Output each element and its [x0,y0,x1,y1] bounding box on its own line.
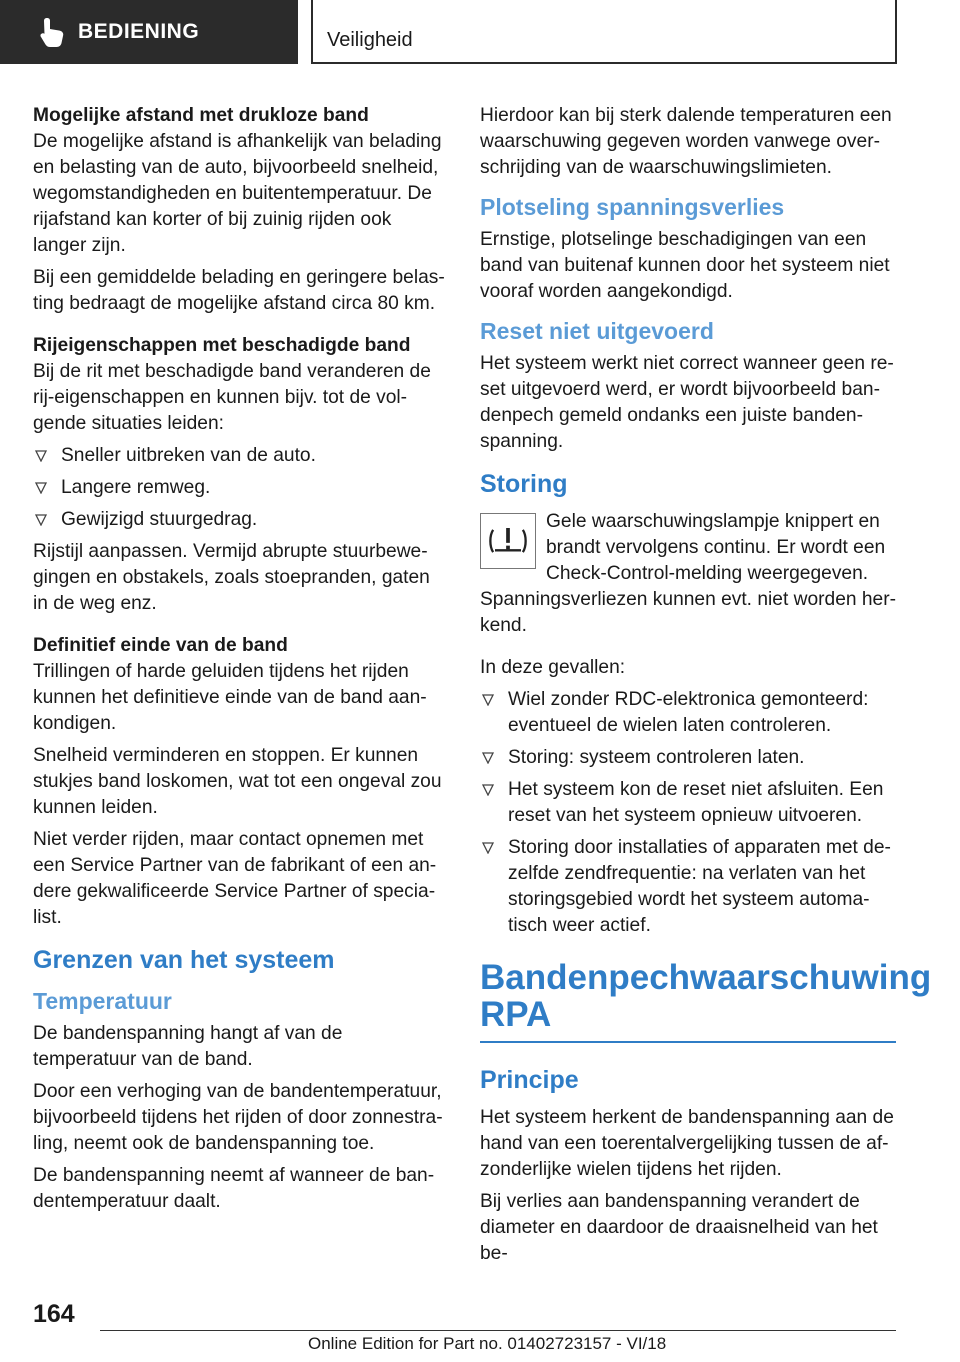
paragraph: De mogelijke afstand is afhankelijk van belading en belasting van de auto, bijvoorbeeld snelheid, wegomstandigheden en buitentemperatuur. De rijafstand kan korter of bij zuinig rijden ook langer zijn. [33,131,442,256]
heading-storing: Storing [480,470,568,498]
page-number: 164 [33,1300,75,1328]
chapter-title: Veiligheid [327,29,413,51]
subheading-mogelijke-afstand: Mogelijke afstand met drukloze band [33,105,369,126]
heading-reset: Reset niet uitgevoerd [480,318,714,344]
warning-block [480,509,896,587]
chapter-header [311,0,897,64]
triangle-bullet-icon [482,842,494,854]
paragraph: De bandenspanning neemt af wanneer de bandentemperatuur daalt. [33,1165,435,1212]
paragraph: In deze gevallen: [480,657,626,678]
list-item: Wiel zonder RDC-elektronica gemonteerd: eventueel de wielen laten controleren. [480,687,896,739]
paragraph: Bij een gemiddelde belading en geringere belasting bedraagt de mogelijke afstand circa 80 km. [33,267,445,314]
subheading-rijeigenschappen: Rijeigenschappen met beschadigde band [33,335,411,356]
heading-grenzen: Grenzen van het systeem [33,946,335,974]
footer-edition: Online Edition for Part no. 01402723157 - VI/18 [308,1334,667,1353]
paragraph: Bij de rit met beschadigde band veranderen de rij-eigenschappen en kunnen bijv. tot de volgende situaties leiden: [33,361,431,434]
right-column [480,103,932,1273]
paragraph: Spanningsverliezen kunnen evt. niet worden herkend. [480,589,896,636]
section-tab [0,0,298,64]
list-item: Storing: systeem controleren laten. [480,745,896,771]
tire-pressure-warning-icon [480,513,536,569]
list-item: Het systeem kon de reset niet afsluiten. Een reset van het systeem opnieuw uitvoeren. [480,777,896,829]
paragraph: De bandenspanning hangt af van de temperatuur van de band. [33,1023,343,1070]
triangle-bullet-icon [35,450,47,462]
triangle-bullet-icon [35,514,47,526]
left-column [33,103,449,1221]
triangle-bullet-icon [35,482,47,494]
footer-rule [100,1330,896,1331]
list-item: Storing door installaties of apparaten met dezelfde zendfrequentie: na verlaten van het storingsgebied wordt het systeem automatisch weer actief. [480,835,896,939]
triangle-bullet-icon [482,784,494,796]
triangle-bullet-icon [482,694,494,706]
subheading-definitief-einde: Definitief einde van de band [33,635,288,656]
heading-rule [480,1041,896,1043]
heading-principe: Principe [480,1066,579,1094]
paragraph: Het systeem werkt niet correct wanneer geen reset uitgevoerd werd, er wordt bijvoorbeeld bandenpech gemeld ondanks een juiste bandenspanning. [480,353,894,452]
paragraph: Niet verder rijden, maar contact opnemen met een Service Partner van de fabrikant of een andere gekwalificeerde Service Partner of specialist. [33,829,437,928]
heading-bandenpechwaarschuwing: Bandenpechwaarschuwing RPA [480,958,932,1034]
list-item: Sneller uitbreken van de auto. [33,443,449,469]
triangle-bullet-icon [482,752,494,764]
section-tab-label: BEDIENING [78,20,200,43]
bullet-list [480,687,896,939]
heading-temperatuur: Temperatuur [33,988,172,1014]
paragraph: Door een verhoging van de bandentemperatuur, bijvoorbeeld tijdens het rijden of door zonnestraling, neemt ook de bandenspanning toe. [33,1081,443,1154]
bullet-list [33,443,449,533]
list-item: Gewijzigd stuurgedrag. [33,507,449,533]
paragraph: Gele waarschuwingslampje knippert en brandt vervolgens continu. Er wordt een Check-Control-melding weergegeven. [546,511,886,584]
list-item: Langere remweg. [33,475,449,501]
paragraph: Hierdoor kan bij sterk dalende temperaturen een waarschuwing gegeven worden vanwege overschrijding van de waarschuwingslimieten. [480,105,892,178]
paragraph: Ernstige, plotselinge beschadigingen van een band van buitenaf kunnen door het systeem niet vooraf worden aangekondigd. [480,229,890,302]
heading-plotseling: Plotseling spanningsverlies [480,194,785,220]
paragraph: Snelheid verminderen en stoppen. Er kunnen stukjes band loskomen, wat tot een ongeval zou kunnen leiden. [33,745,442,818]
paragraph: Rijstijl aanpassen. Vermijd abrupte stuurbewegingen en obstakels, zoals stoepranden, gaten in de weg enz. [33,541,430,614]
hand-pointer-icon [38,16,66,48]
paragraph: Bij verlies aan bandenspanning verandert de diameter en daardoor de draaisnelheid van het be- [480,1191,878,1264]
paragraph: Het systeem herkent de bandenspanning aan de hand van een toerentalvergelijking tussen de afzonderlijke wielen tijdens het rijden. [480,1107,894,1180]
paragraph: Trillingen of harde geluiden tijdens het rijden kunnen het definitieve einde van de band aankondigen. [33,661,427,734]
